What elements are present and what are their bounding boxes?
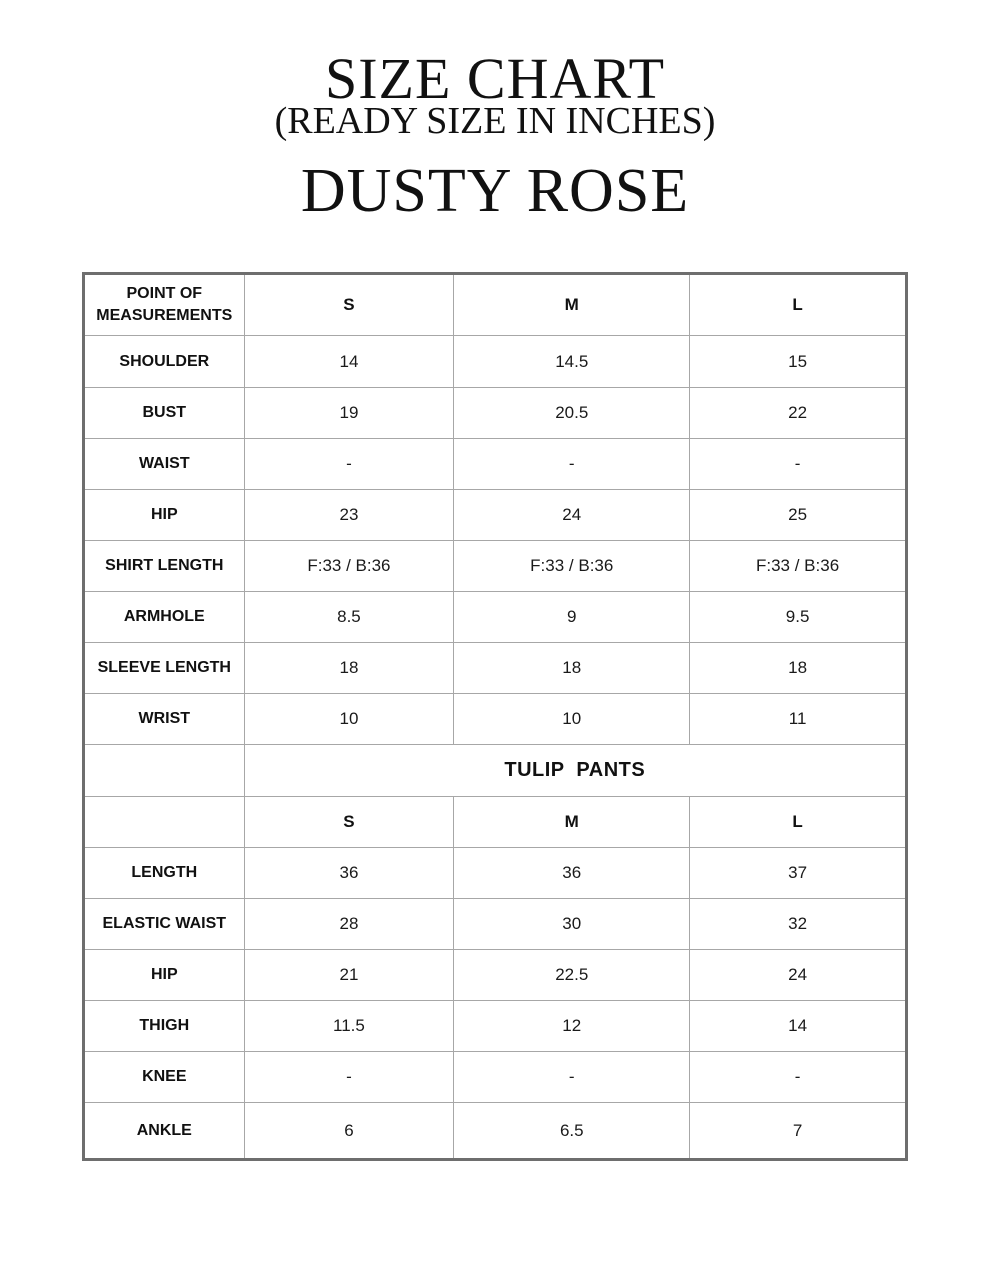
header-point-of-measurements bbox=[84, 274, 245, 336]
cell-s: 14 bbox=[244, 336, 454, 388]
pants-section-title: TULIP PANTS bbox=[244, 745, 906, 797]
size-chart-table bbox=[82, 272, 908, 1161]
pants-header-row bbox=[84, 797, 907, 848]
chart-title: SIZE CHART bbox=[324, 46, 666, 111]
cell-m: 22.5 bbox=[454, 950, 690, 1001]
cell-m: - bbox=[454, 1052, 690, 1103]
table-row bbox=[84, 899, 907, 950]
table-row bbox=[84, 439, 907, 490]
cell-s: F:33 / B:36 bbox=[244, 541, 454, 592]
row-label: SHOULDER bbox=[84, 336, 245, 388]
cell-m: 12 bbox=[454, 1001, 690, 1052]
cell-l: - bbox=[690, 439, 907, 490]
header-row bbox=[84, 274, 907, 336]
cell-m: F:33 / B:36 bbox=[454, 541, 690, 592]
chart-subtitle: (READY SIZE IN INCHES) bbox=[274, 100, 716, 142]
cell-l: - bbox=[690, 1052, 907, 1103]
product-name: DUSTY ROSE bbox=[300, 157, 690, 225]
table-row bbox=[84, 950, 907, 1001]
row-label: WRIST bbox=[84, 694, 245, 745]
pants-size-m: M bbox=[454, 797, 690, 848]
row-label: SHIRT LENGTH bbox=[84, 541, 245, 592]
row-label: BUST bbox=[84, 388, 245, 439]
pants-size-l: L bbox=[690, 797, 907, 848]
cell-s: 6 bbox=[244, 1103, 454, 1160]
cell-l: 7 bbox=[690, 1103, 907, 1160]
header-size-l: L bbox=[690, 274, 907, 336]
cell-s: 10 bbox=[244, 694, 454, 745]
table-row bbox=[84, 541, 907, 592]
cell-m: 20.5 bbox=[454, 388, 690, 439]
cell-s: 8.5 bbox=[244, 592, 454, 643]
cell-l: 11 bbox=[690, 694, 907, 745]
table-row bbox=[84, 1103, 907, 1160]
cell-m: 6.5 bbox=[454, 1103, 690, 1160]
row-label: WAIST bbox=[84, 439, 245, 490]
cell-m: 18 bbox=[454, 643, 690, 694]
cell-l: 25 bbox=[690, 490, 907, 541]
row-label: KNEE bbox=[84, 1052, 245, 1103]
cell-s: - bbox=[244, 439, 454, 490]
cell-s: 11.5 bbox=[244, 1001, 454, 1052]
header-point-label: POINT OF MEASUREMENTS bbox=[96, 285, 233, 324]
cell-m: 24 bbox=[454, 490, 690, 541]
header-size-s: S bbox=[244, 274, 454, 336]
cell-s: 21 bbox=[244, 950, 454, 1001]
row-label: SLEEVE LENGTH bbox=[84, 643, 245, 694]
table-row bbox=[84, 848, 907, 899]
cell-m: 14.5 bbox=[454, 336, 690, 388]
row-label: ARMHOLE bbox=[84, 592, 245, 643]
cell-s: 36 bbox=[244, 848, 454, 899]
table-row bbox=[84, 388, 907, 439]
cell-s: - bbox=[244, 1052, 454, 1103]
cell-l: 15 bbox=[690, 336, 907, 388]
cell-l: 22 bbox=[690, 388, 907, 439]
table-row bbox=[84, 336, 907, 388]
cell-l: 9.5 bbox=[690, 592, 907, 643]
cell-m: 9 bbox=[454, 592, 690, 643]
cell-l: 14 bbox=[690, 1001, 907, 1052]
table-row bbox=[84, 490, 907, 541]
cell-s: 23 bbox=[244, 490, 454, 541]
empty-cell bbox=[84, 797, 245, 848]
row-label: LENGTH bbox=[84, 848, 245, 899]
pants-size-s: S bbox=[244, 797, 454, 848]
cell-l: F:33 / B:36 bbox=[690, 541, 907, 592]
cell-m: 30 bbox=[454, 899, 690, 950]
cell-l: 37 bbox=[690, 848, 907, 899]
table-row bbox=[84, 1001, 907, 1052]
cell-l: 32 bbox=[690, 899, 907, 950]
cell-s: 28 bbox=[244, 899, 454, 950]
empty-cell bbox=[84, 745, 245, 797]
row-label: ANKLE bbox=[84, 1103, 245, 1160]
cell-m: 36 bbox=[454, 848, 690, 899]
cell-s: 19 bbox=[244, 388, 454, 439]
cell-s: 18 bbox=[244, 643, 454, 694]
pants-section-row bbox=[84, 745, 907, 797]
row-label: HIP bbox=[84, 950, 245, 1001]
table-row bbox=[84, 643, 907, 694]
row-label: THIGH bbox=[84, 1001, 245, 1052]
cell-l: 18 bbox=[690, 643, 907, 694]
header-size-m: M bbox=[454, 274, 690, 336]
table-row bbox=[84, 1052, 907, 1103]
cell-m: - bbox=[454, 439, 690, 490]
table-row bbox=[84, 694, 907, 745]
row-label: HIP bbox=[84, 490, 245, 541]
table-row bbox=[84, 592, 907, 643]
row-label: ELASTIC WAIST bbox=[84, 899, 245, 950]
cell-m: 10 bbox=[454, 694, 690, 745]
cell-l: 24 bbox=[690, 950, 907, 1001]
